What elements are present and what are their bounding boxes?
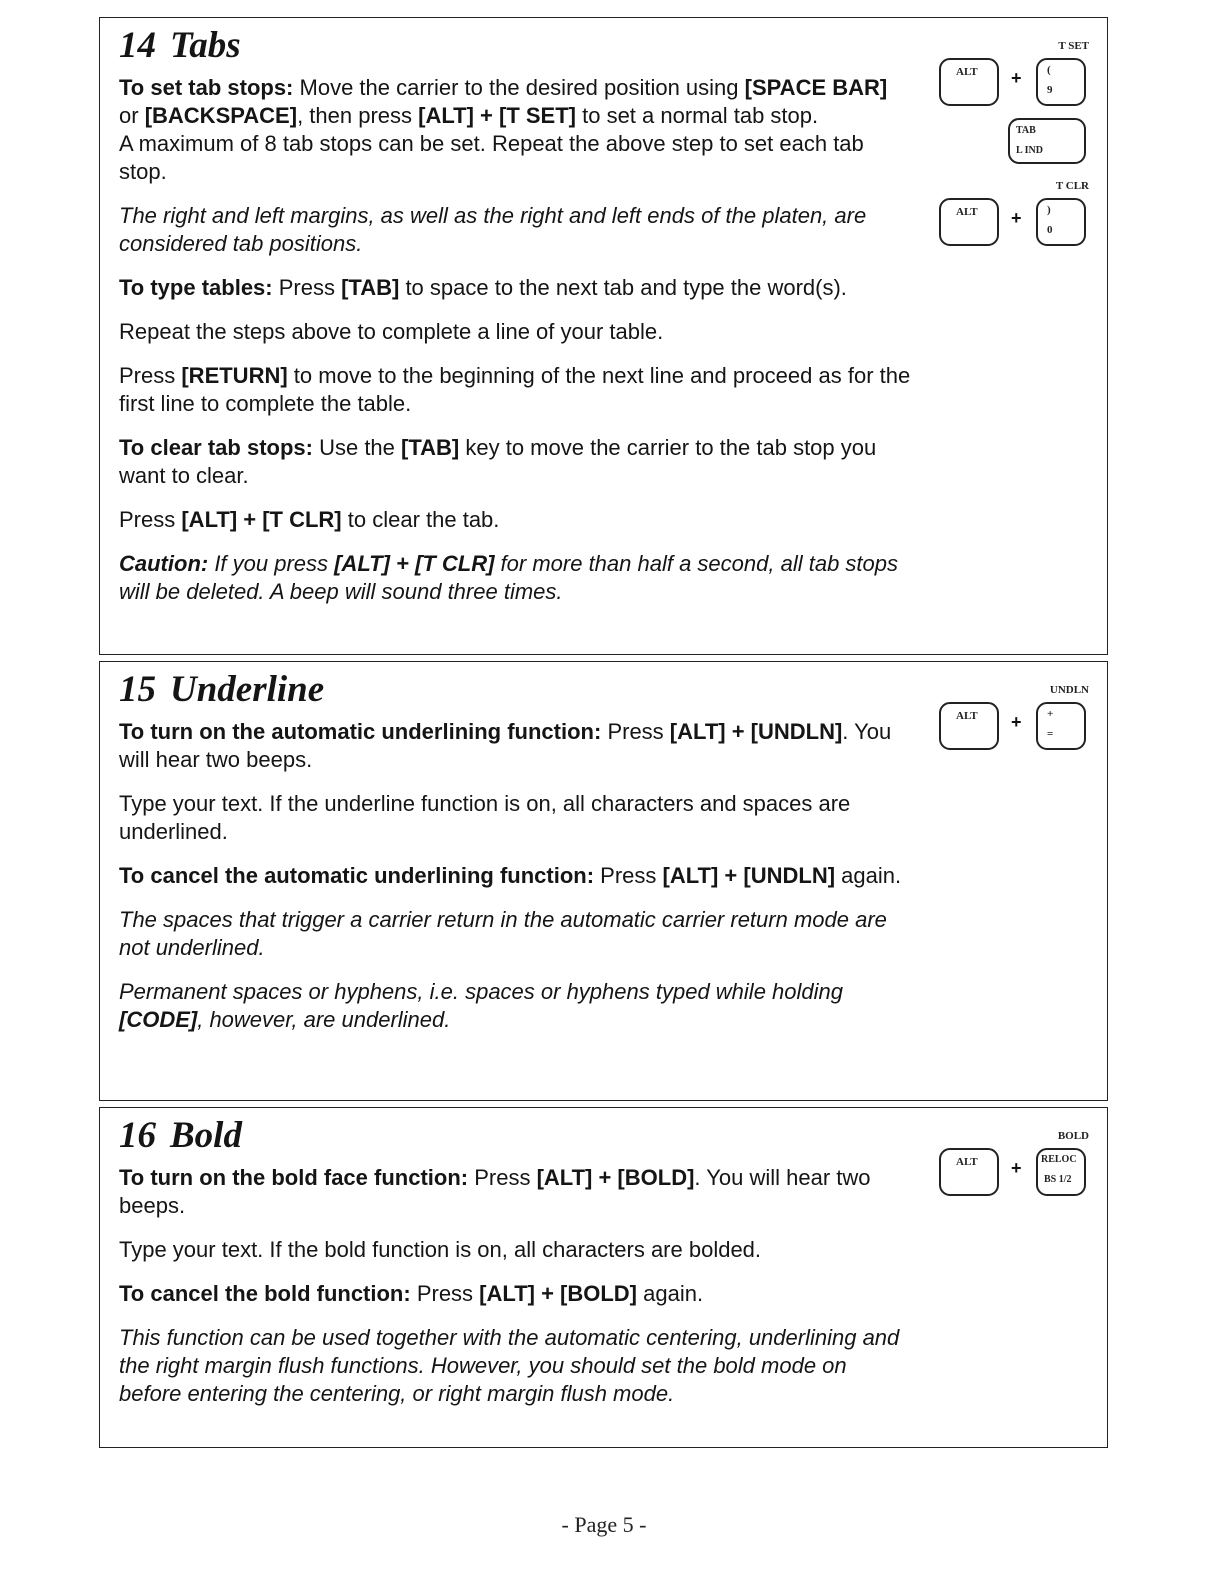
paragraph-caution: Caution: If you press [ALT] + [T CLR] for more than half a second, all tab stops will be deleted. A beep will sound three times. — [119, 551, 898, 604]
plus-icon: + — [1011, 712, 1022, 732]
key-combo-alt-bold — [939, 1130, 1089, 1200]
section-heading-tabs — [119, 26, 241, 66]
paragraph-type-text-bold: Type your text. If the bold function is on, all characters are bolded. — [119, 1237, 762, 1262]
tclr-key-label: T CLR — [1055, 180, 1089, 192]
tset-key-label: T SET — [1058, 40, 1089, 52]
section-number: 15 — [119, 669, 156, 710]
section-heading-bold — [119, 1116, 242, 1156]
paragraph-set-tab-stops: To set tab stops: Move the carrier to the desired position using [SPACE BAR] or [BACKSPACE], then press [ALT] + [T SET] to set a normal tab stop. — [119, 75, 888, 128]
alt-key-icon: ALT — [939, 198, 999, 246]
paragraph-tab-positions-note: The right and left margins, as well as the right and left ends of the platen, are considered tab positions. — [119, 203, 867, 256]
paragraph-press-alt-tclr: Press [ALT] + [T CLR] to clear the tab. — [119, 507, 500, 532]
alt-key-icon: ALT — [939, 1148, 999, 1196]
section-underline — [99, 661, 1108, 1101]
section-tabs — [99, 17, 1108, 655]
paragraph-type-tables: To type tables: Press [TAB] to space to the next tab and type the word(s). — [119, 275, 847, 300]
paragraph-cancel-underline: To cancel the automatic underlining function: Press [ALT] + [UNDLN] again. — [119, 863, 902, 888]
tset-key-icon: ( 9 — [1036, 58, 1086, 106]
plus-icon: + — [1011, 1158, 1022, 1178]
paragraph-press-return: Press [RETURN] to move to the beginning of the next line and proceed as for the first line to complete the table. — [119, 363, 911, 416]
paragraph-bold-combination-note: This function can be used together with the automatic centering, underlining and the right margin flush functions. However, you should set the bold mode on before entering the centering, or right margin flush mode. — [119, 1325, 900, 1406]
alt-key-icon: ALT — [939, 702, 999, 750]
section-bold — [99, 1107, 1108, 1448]
key-combo-alt-undln — [939, 684, 1089, 754]
section-number: 14 — [119, 25, 156, 66]
paragraph-type-text-underline: Type your text. If the underline function is on, all characters and spaces are underlined. — [119, 791, 851, 844]
key-combo-alt-tclr — [939, 180, 1089, 250]
section-title: Bold — [170, 1115, 242, 1156]
bold-key-icon: RELOC BS 1/2 — [1036, 1148, 1086, 1196]
section-body-underline — [119, 718, 911, 1050]
plus-icon: + — [1011, 68, 1022, 88]
key-combo-alt-tset — [939, 40, 1089, 110]
key-illustrations-underline — [939, 684, 1089, 762]
section-title: Tabs — [170, 25, 241, 66]
plus-icon: + — [1011, 208, 1022, 228]
section-title: Underline — [170, 669, 325, 710]
paragraph-max-tab-stops: A maximum of 8 tab stops can be set. Repeat the above step to set each tab stop. — [119, 131, 864, 184]
section-heading-underline — [119, 670, 324, 710]
paragraph-repeat-steps: Repeat the steps above to complete a line of your table. — [119, 319, 664, 344]
page-number: - Page 5 - — [561, 1512, 647, 1537]
section-number: 16 — [119, 1115, 156, 1156]
undln-key-label: UNDLN — [1049, 684, 1089, 696]
key-illustrations-bold — [939, 1130, 1089, 1208]
tab-key-icon: TAB L IND — [1008, 118, 1086, 164]
section-body-tabs — [119, 74, 911, 622]
key-tab — [939, 118, 1089, 170]
paragraph-turn-on-underline: To turn on the automatic underlining function: Press [ALT] + [UNDLN]. You will hear two beeps. — [119, 719, 892, 772]
key-illustrations-tabs — [939, 40, 1089, 258]
paragraph-permanent-spaces: Permanent spaces or hyphens, i.e. spaces or hyphens typed while holding [CODE], however, are underlined. — [119, 979, 843, 1032]
alt-key-icon: ALT — [939, 58, 999, 106]
undln-key-icon: + = — [1036, 702, 1086, 750]
paragraph-clear-tab-stops: To clear tab stops: Use the [TAB] key to move the carrier to the tab stop you want to clear. — [119, 435, 877, 488]
tclr-key-icon: ) 0 — [1036, 198, 1086, 246]
paragraph-turn-on-bold: To turn on the bold face function: Press [ALT] + [BOLD]. You will hear two beeps. — [119, 1165, 871, 1218]
paragraph-cancel-bold: To cancel the bold function: Press [ALT] + [BOLD] again. — [119, 1281, 704, 1306]
paragraph-spaces-not-underlined: The spaces that trigger a carrier return in the automatic carrier return mode are not underlined. — [119, 907, 887, 960]
section-body-bold — [119, 1164, 911, 1424]
bold-key-label: BOLD — [1057, 1130, 1089, 1142]
